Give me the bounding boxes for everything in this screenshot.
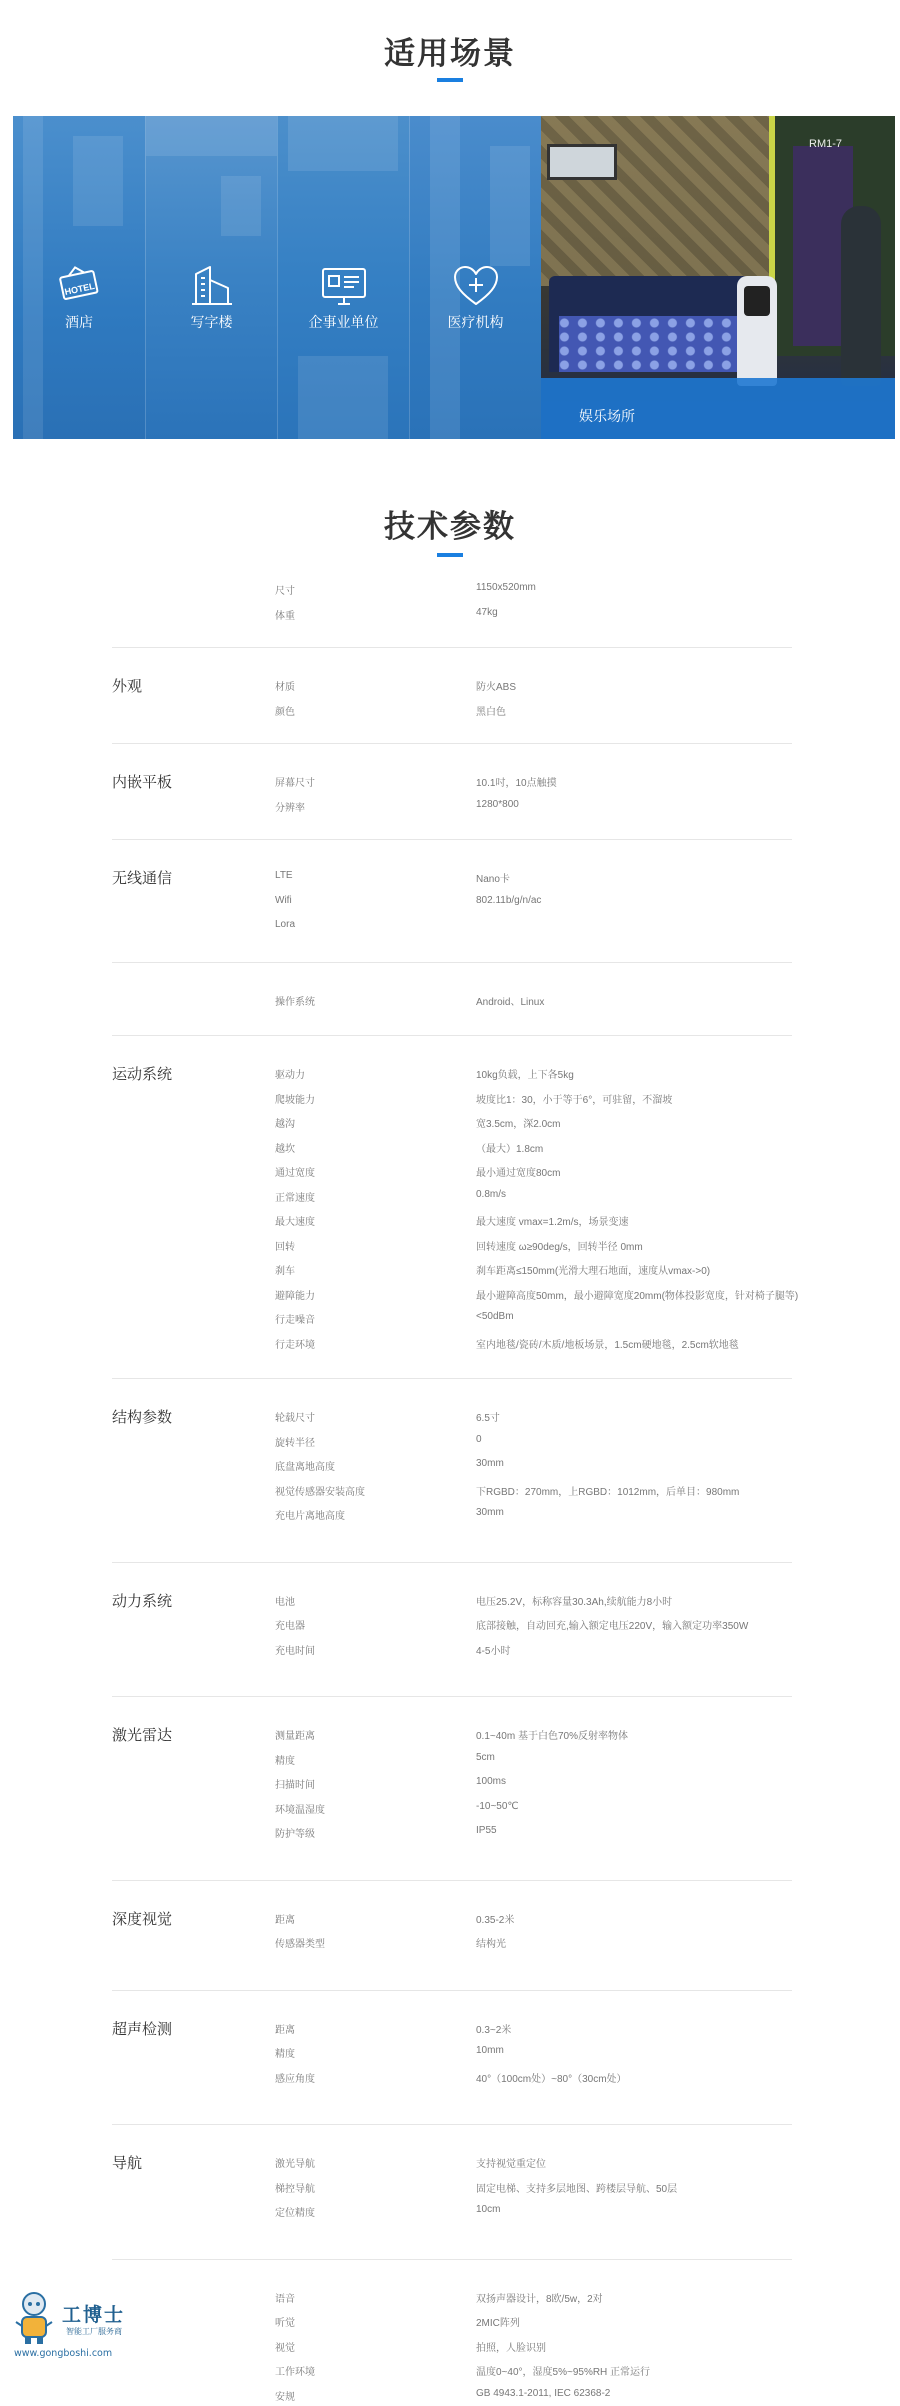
spec-row — [112, 1929, 792, 1954]
spec-key: 充电片离地高度 — [275, 1507, 345, 1522]
scene-office-building[interactable] — [145, 116, 277, 439]
spec-key: 回转 — [275, 1238, 295, 1253]
spec-group — [112, 2125, 792, 2260]
spec-group-name: 导航 — [112, 2152, 142, 2173]
spec-value: GB 4943.1-2011, IEC 62368-2 — [476, 2388, 610, 2399]
spec-key: 操作系统 — [275, 993, 315, 1008]
spec-row — [112, 793, 792, 818]
spec-key: 轮载尺寸 — [275, 1409, 315, 1424]
spec-row — [112, 1746, 792, 1771]
office-building-icon — [190, 264, 234, 308]
spec-row — [112, 1134, 792, 1159]
spec-key: Wifi — [275, 895, 292, 906]
spec-key: 体重 — [275, 607, 295, 622]
spec-row — [112, 1477, 792, 1502]
scene-label-enterprise: 企事业单位 — [278, 312, 409, 332]
spec-row — [112, 2357, 792, 2382]
spec-key: 刹车 — [275, 1262, 295, 1277]
spec-group-name: 激光雷达 — [112, 1724, 172, 1745]
scene-label-hotel: 酒店 — [13, 312, 145, 332]
spec-value: 最小避障高度50mm，最小避障宽度20mm(物体投影宽度，针对椅子腿等) — [476, 1287, 798, 1302]
spec-row — [112, 1207, 792, 1232]
spec-key: 正常速度 — [275, 1189, 315, 1204]
spec-group — [112, 2260, 792, 2406]
spec-row — [112, 1305, 792, 1330]
spec-key: 行走噪音 — [275, 1311, 315, 1326]
spec-row — [112, 1770, 792, 1795]
spec-row — [112, 1587, 792, 1612]
spec-row — [112, 2015, 792, 2040]
spec-row — [112, 864, 792, 889]
spec-key: 感应角度 — [275, 2070, 315, 2085]
spec-key: 防护等级 — [275, 1825, 315, 1840]
scene-label-entertainment: 娱乐场所 — [579, 406, 635, 426]
spec-value: 10.1吋，10点触摸 — [476, 774, 557, 789]
spec-row — [112, 1330, 792, 1355]
spec-key: 工作环境 — [275, 2363, 315, 2378]
spec-group-name: 运动系统 — [112, 1063, 172, 1084]
spec-key: 激光导航 — [275, 2155, 315, 2170]
spec-group-name: 结构参数 — [112, 1406, 172, 1427]
spec-group — [112, 1563, 792, 1698]
spec-key: 安规 — [275, 2388, 295, 2403]
robot-mascot-icon — [12, 2290, 56, 2346]
spec-value: 拍照，人脸识别 — [476, 2339, 546, 2354]
spec-value: 室内地毯/瓷砖/木质/地板场景，1.5cm硬地毯，2.5cm软地毯 — [476, 1336, 739, 1351]
spec-key: 听觉 — [275, 2314, 295, 2329]
scenes-banner — [13, 116, 895, 439]
spec-value: 1150x520mm — [476, 582, 536, 593]
spec-value: Nano卡 — [476, 870, 510, 885]
spec-value: 2MIC阵列 — [476, 2314, 520, 2329]
specs-title-underline — [437, 553, 463, 557]
spec-value: 0.35-2米 — [476, 1911, 514, 1926]
spec-key: 屏幕尺寸 — [275, 774, 315, 789]
spec-row — [112, 2198, 792, 2223]
watermark-url: www.gongboshi.com — [14, 2348, 112, 2359]
specs-table — [112, 576, 792, 2406]
spec-row — [112, 1183, 792, 1208]
spec-row — [112, 1905, 792, 1930]
spec-value: 温度0~40°，湿度5%~95%RH 正常运行 — [476, 2363, 650, 2378]
hotel-sign-icon — [57, 264, 101, 308]
spec-row — [112, 768, 792, 793]
spec-value: 电压25.2V，标称容量30.3Ah,续航能力8小时 — [476, 1593, 672, 1608]
spec-group — [112, 1379, 792, 1563]
spec-row — [112, 576, 792, 601]
spec-value: 10kg负载，上下各5kg — [476, 1066, 574, 1081]
spec-row — [112, 913, 792, 938]
spec-group — [112, 744, 792, 840]
spec-key: 电池 — [275, 1593, 295, 1608]
spec-row — [112, 1060, 792, 1085]
spec-key: 语音 — [275, 2290, 295, 2305]
spec-group — [112, 1036, 792, 1379]
spec-row — [112, 1109, 792, 1134]
watermark-name: 工博士 — [62, 2300, 125, 2327]
spec-value: （最大）1.8cm — [476, 1140, 543, 1155]
spec-row — [112, 1232, 792, 1257]
spec-key: 梯控导航 — [275, 2180, 315, 2195]
scene-hotel[interactable] — [13, 116, 145, 439]
hotel-badge-text: HOTEL — [64, 281, 96, 297]
spec-value: 30mm — [476, 1458, 504, 1469]
spec-row — [112, 672, 792, 697]
spec-key: LTE — [275, 870, 293, 881]
spec-row — [112, 2149, 792, 2174]
spec-value: 坡度比1：30，小于等于6°，可驻留，不溜坡 — [476, 1091, 672, 1106]
spec-value: 刹车距离≤150mm(光滑大理石地面，速度从vmax->0) — [476, 1262, 710, 1277]
spec-value: 6.5寸 — [476, 1409, 500, 1424]
scene-entertainment[interactable] — [541, 116, 895, 439]
spec-value: 支持视觉重定位 — [476, 2155, 546, 2170]
spec-row — [112, 2064, 792, 2089]
specs-section-title: 技术参数 — [0, 501, 900, 546]
spec-row — [112, 1636, 792, 1661]
spec-key: 充电时间 — [275, 1642, 315, 1657]
spec-value: 结构光 — [476, 1935, 506, 1950]
spec-key: 底盘离地高度 — [275, 1458, 335, 1473]
spec-group — [112, 1881, 792, 1991]
watermark-tagline: 智能工厂服务商 — [66, 2326, 122, 2337]
spec-value: 30mm — [476, 1507, 504, 1518]
spec-row — [112, 1721, 792, 1746]
spec-group — [112, 576, 792, 648]
spec-group — [112, 963, 792, 1037]
spec-row — [112, 1795, 792, 1820]
spec-key: 行走环境 — [275, 1336, 315, 1351]
spec-group-name: 超声检测 — [112, 2018, 172, 2039]
spec-key: 充电器 — [275, 1617, 305, 1632]
spec-row — [112, 889, 792, 914]
spec-key: 避障能力 — [275, 1287, 315, 1302]
spec-group — [112, 648, 792, 744]
spec-key: 定位精度 — [275, 2204, 315, 2219]
spec-value: 10mm — [476, 2045, 504, 2056]
spec-row — [112, 1085, 792, 1110]
spec-value: -10~50℃ — [476, 1801, 519, 1812]
spec-key: 旋转半径 — [275, 1434, 315, 1449]
spec-value: 下RGBD：270mm，上RGBD：1012mm，后单目：980mm — [476, 1483, 739, 1498]
spec-group-name: 无线通信 — [112, 867, 172, 888]
spec-value: 5cm — [476, 1752, 495, 1763]
spec-value: 40°（100cm处）~80°（30cm处） — [476, 2070, 627, 2085]
spec-row — [112, 1611, 792, 1636]
spec-row — [112, 1403, 792, 1428]
spec-key: 精度 — [275, 1752, 295, 1767]
spec-row — [112, 1158, 792, 1183]
spec-value: 1280*800 — [476, 799, 519, 810]
spec-key: 测量距离 — [275, 1727, 315, 1742]
spec-row — [112, 2382, 792, 2406]
spec-value: 回转速度 ω≥90deg/s，回转半径 0mm — [476, 1238, 643, 1253]
scenes-section-title: 适用场景 — [0, 28, 900, 73]
spec-key: 视觉 — [275, 2339, 295, 2354]
watermark-logo — [8, 2290, 148, 2360]
spec-value: 防火ABS — [476, 678, 516, 693]
spec-row — [112, 1819, 792, 1844]
spec-key: 环境温湿度 — [275, 1801, 325, 1816]
spec-key: Lora — [275, 919, 295, 930]
spec-key: 扫描时间 — [275, 1776, 315, 1791]
spec-value: 双扬声器设计，8欧/5w，2对 — [476, 2290, 603, 2305]
spec-row — [112, 1452, 792, 1477]
spec-key: 最大速度 — [275, 1213, 315, 1228]
spec-row — [112, 2284, 792, 2309]
spec-value: 0.8m/s — [476, 1189, 506, 1200]
spec-key: 距离 — [275, 2021, 295, 2036]
spec-row — [112, 697, 792, 722]
spec-value: 100ms — [476, 1776, 506, 1787]
spec-key: 分辨率 — [275, 799, 305, 814]
scenes-title-underline — [437, 78, 463, 82]
spec-value: 固定电梯、支持多层地图、跨楼层导航、50层 — [476, 2180, 677, 2195]
spec-group-name: 外观 — [112, 675, 142, 696]
spec-value: 底部接触，自动回充,输入额定电压220V，输入额定功率350W — [476, 1617, 748, 1632]
spec-row — [112, 987, 792, 1012]
spec-row — [112, 601, 792, 626]
spec-key: 驱动力 — [275, 1066, 305, 1081]
spec-group-name: 深度视觉 — [112, 1908, 172, 1929]
spec-value: IP55 — [476, 1825, 497, 1836]
scene-label-office: 写字楼 — [146, 312, 277, 332]
spec-value: 10cm — [476, 2204, 500, 2215]
spec-key: 越坎 — [275, 1140, 295, 1155]
spec-key: 越沟 — [275, 1115, 295, 1130]
scene-label-medical: 医疗机构 — [410, 312, 541, 332]
spec-value: 47kg — [476, 607, 498, 618]
spec-value: 宽3.5cm，深2.0cm — [476, 1115, 560, 1130]
spec-row — [112, 2308, 792, 2333]
spec-value: 4-5小时 — [476, 1642, 510, 1657]
spec-key: 通过宽度 — [275, 1164, 315, 1179]
spec-value: 最大速度 vmax=1.2m/s，场景变速 — [476, 1213, 629, 1228]
spec-key: 尺寸 — [275, 582, 295, 597]
spec-group-name: 内嵌平板 — [112, 771, 172, 792]
spec-value: 0.3~2米 — [476, 2021, 511, 2036]
spec-value: 0.1~40m 基于白色70%反射率物体 — [476, 1727, 628, 1742]
spec-value: 黑白色 — [476, 703, 506, 718]
spec-key: 精度 — [275, 2045, 295, 2060]
spec-key: 爬坡能力 — [275, 1091, 315, 1106]
spec-row — [112, 2333, 792, 2358]
spec-key: 传感器类型 — [275, 1935, 325, 1950]
spec-value: <50dBm — [476, 1311, 514, 1322]
spec-group — [112, 1991, 792, 2126]
spec-value: 802.11b/g/n/ac — [476, 895, 541, 906]
room-number-sign: RM1-7 — [809, 138, 842, 150]
spec-group-name: 动力系统 — [112, 1590, 172, 1611]
monitor-icon — [320, 264, 368, 308]
spec-row — [112, 1281, 792, 1306]
spec-key: 视觉传感器安装高度 — [275, 1483, 365, 1498]
spec-group — [112, 1697, 792, 1881]
spec-row — [112, 1256, 792, 1281]
spec-value: 最小通过宽度80cm — [476, 1164, 560, 1179]
spec-row — [112, 2174, 792, 2199]
scene-medical[interactable] — [409, 116, 541, 439]
spec-key: 距离 — [275, 1911, 295, 1926]
heart-plus-icon — [452, 264, 500, 308]
spec-key: 颜色 — [275, 703, 295, 718]
scene-enterprise[interactable] — [277, 116, 409, 439]
spec-key: 材质 — [275, 678, 295, 693]
spec-value: 0 — [476, 1434, 482, 1445]
spec-value: Android、Linux — [476, 993, 544, 1008]
spec-group — [112, 840, 792, 963]
spec-row — [112, 2039, 792, 2064]
spec-row — [112, 1428, 792, 1453]
spec-row — [112, 1501, 792, 1526]
